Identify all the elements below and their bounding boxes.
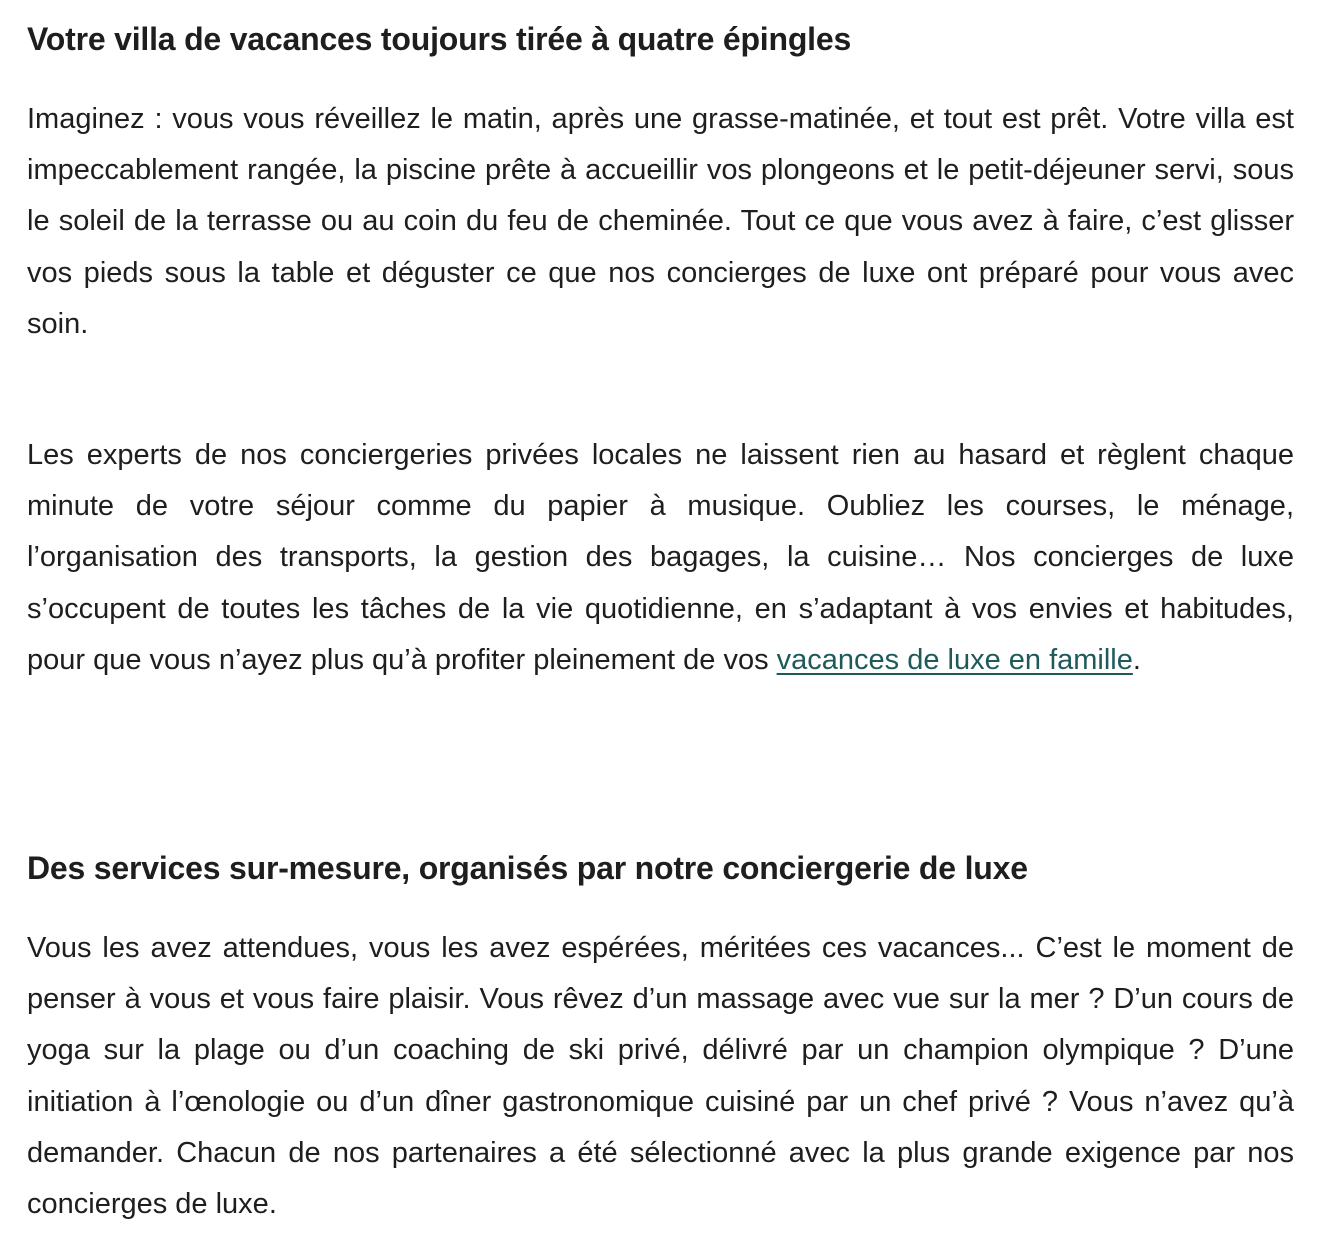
paragraph-concierge-experts	[27, 430, 1294, 686]
paragraph-concierge-experts-text: Les experts de nos conciergeries privées locales ne laissent rien au hasard et règlent chaque minute de votre séjour comme du papier à musique. Oubliez les courses, le ménage, l’organisation des transports, la gestion des bagages, la cuisine… Nos concierges de luxe s’occupent de toutes les tâches de la vie quotidienne, en s’adaptant à vos envies et habitudes, pour que vous n’ayez plus qu’à profiter pleinement de vos	[27, 439, 1294, 676]
paragraph-villa-intro: Imaginez : vous vous réveillez le matin, après une grasse-matinée, et tout est prêt. Votre villa est impeccablement rangée, la piscine prête à accueillir vos plongeons et le petit-déjeuner servi, sous le soleil de la terrasse ou au coin du feu de cheminée. Tout ce que vous avez à faire, c’est glisser vos pieds sous la table et déguster ce que nos concierges de luxe ont préparé pour vous avec soin.	[27, 103, 1294, 340]
paragraph-tailored-services: Vous les avez attendues, vous les avez espérées, méritées ces vacances... C’est le moment de penser à vous et vous faire plaisir. Vous rêvez d’un massage avec vue sur la mer ? D’un cours de yoga sur la plage ou d’un coaching de ski privé, délivré par un champion olympique ? D’une initiation à l’œnologie ou d’un dîner gastronomique cuisiné par un chef privé ? Vous n’avez qu’à demander. Chacun de nos partenaires a été sélectionné avec la plus grande exigence par nos concierges de luxe.	[27, 932, 1294, 1221]
family-luxury-holidays-link[interactable]: vacances de luxe en famille	[776, 643, 1133, 676]
paragraph-end-punctuation: .	[1132, 643, 1141, 676]
section-heading-services: Des services sur-mesure, organisés par notre conciergerie de luxe	[27, 850, 1028, 886]
section-heading-villa: Votre villa de vacances toujours tirée à quatre épingles	[27, 21, 852, 57]
